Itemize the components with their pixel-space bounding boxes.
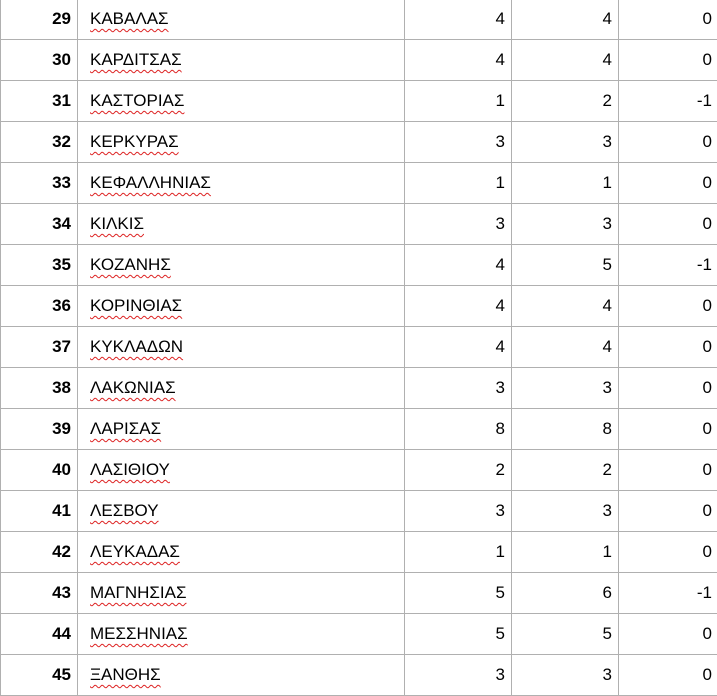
prefecture-name-cell[interactable] <box>78 368 405 409</box>
value-b-cell[interactable] <box>512 163 619 204</box>
value-a: 5 <box>496 583 505 602</box>
value-a-cell[interactable] <box>405 40 512 81</box>
value-b: 5 <box>603 624 612 643</box>
row-number-cell[interactable] <box>1 614 78 655</box>
value-a: 5 <box>496 624 505 643</box>
row-number-cell[interactable] <box>1 122 78 163</box>
value-a: 3 <box>496 501 505 520</box>
prefecture-name-cell[interactable] <box>78 655 405 696</box>
prefecture-name-cell[interactable] <box>78 81 405 122</box>
row-number-cell[interactable] <box>1 204 78 245</box>
table-row <box>1 409 717 450</box>
value-b-cell[interactable] <box>512 532 619 573</box>
row-number-cell[interactable] <box>1 163 78 204</box>
table-row <box>1 450 717 491</box>
difference-cell[interactable] <box>619 450 717 491</box>
value-a: 4 <box>496 337 505 356</box>
difference: 0 <box>703 624 712 643</box>
value-b-cell[interactable] <box>512 286 619 327</box>
value-b: 4 <box>603 9 612 28</box>
value-b-cell[interactable] <box>512 368 619 409</box>
table-row <box>1 122 717 163</box>
prefecture-name: ΚΑΒΑΛΑΣ <box>90 9 169 28</box>
row-number: 40 <box>52 460 71 479</box>
value-a: 4 <box>496 50 505 69</box>
value-b: 2 <box>603 460 612 479</box>
difference: 0 <box>703 173 712 192</box>
value-a-cell[interactable] <box>405 614 512 655</box>
value-a: 4 <box>496 9 505 28</box>
prefecture-name-cell[interactable] <box>78 286 405 327</box>
row-number: 39 <box>52 419 71 438</box>
row-number: 41 <box>52 501 71 520</box>
row-number: 31 <box>52 91 71 110</box>
prefecture-name: ΛΕΣΒΟΥ <box>90 501 159 520</box>
row-number-cell[interactable] <box>1 40 78 81</box>
value-b-cell[interactable] <box>512 327 619 368</box>
value-a: 3 <box>496 378 505 397</box>
value-a: 1 <box>496 542 505 561</box>
row-number: 35 <box>52 255 71 274</box>
prefecture-name: ΜΑΓΝΗΣΙΑΣ <box>90 583 187 602</box>
difference: 0 <box>703 460 712 479</box>
prefecture-name: ΚΕΦΑΛΛΗΝΙΑΣ <box>90 173 211 192</box>
prefecture-name: ΛΑΡΙΣΑΣ <box>90 419 161 438</box>
value-a-cell[interactable] <box>405 122 512 163</box>
difference-cell[interactable] <box>619 655 717 696</box>
value-b: 4 <box>603 337 612 356</box>
value-b-cell[interactable] <box>512 40 619 81</box>
prefecture-name: ΞΑΝΘΗΣ <box>90 665 161 684</box>
difference: 0 <box>703 419 712 438</box>
value-a-cell[interactable] <box>405 450 512 491</box>
prefecture-name-cell[interactable] <box>78 245 405 286</box>
difference-cell[interactable] <box>619 368 717 409</box>
difference: 0 <box>703 132 712 151</box>
row-number: 33 <box>52 173 71 192</box>
prefecture-name-cell[interactable] <box>78 532 405 573</box>
value-b-cell[interactable] <box>512 450 619 491</box>
difference-cell[interactable] <box>619 163 717 204</box>
value-a-cell[interactable] <box>405 409 512 450</box>
value-b-cell[interactable] <box>512 655 619 696</box>
row-number: 37 <box>52 337 71 356</box>
difference-cell[interactable] <box>619 122 717 163</box>
row-number: 36 <box>52 296 71 315</box>
difference-cell[interactable] <box>619 614 717 655</box>
table-row <box>1 40 717 81</box>
difference-cell[interactable] <box>619 286 717 327</box>
prefecture-name: ΛΑΚΩΝΙΑΣ <box>90 378 176 397</box>
value-a-cell[interactable] <box>405 491 512 532</box>
row-number: 32 <box>52 132 71 151</box>
table-row <box>1 245 717 286</box>
row-number-cell[interactable] <box>1 0 78 40</box>
value-a: 4 <box>496 255 505 274</box>
difference: 0 <box>703 214 712 233</box>
row-number-cell[interactable] <box>1 409 78 450</box>
difference-cell[interactable] <box>619 573 717 614</box>
value-b-cell[interactable] <box>512 491 619 532</box>
row-number: 30 <box>52 50 71 69</box>
row-number-cell[interactable] <box>1 573 78 614</box>
row-number: 29 <box>52 9 71 28</box>
difference-cell[interactable] <box>619 81 717 122</box>
row-number-cell[interactable] <box>1 532 78 573</box>
difference-cell[interactable] <box>619 409 717 450</box>
value-a-cell[interactable] <box>405 573 512 614</box>
row-number: 42 <box>52 542 71 561</box>
value-a: 3 <box>496 214 505 233</box>
value-b-cell[interactable] <box>512 0 619 40</box>
value-b: 3 <box>603 665 612 684</box>
prefecture-name: ΚΑΡΔΙΤΣΑΣ <box>90 50 182 69</box>
row-number-cell[interactable] <box>1 450 78 491</box>
row-number-cell[interactable] <box>1 491 78 532</box>
value-b: 5 <box>603 255 612 274</box>
prefecture-name-cell[interactable] <box>78 327 405 368</box>
value-a-cell[interactable] <box>405 655 512 696</box>
prefecture-name-cell[interactable] <box>78 122 405 163</box>
prefecture-name: ΚΑΣΤΟΡΙΑΣ <box>90 91 184 110</box>
value-b: 1 <box>603 542 612 561</box>
value-b-cell[interactable] <box>512 573 619 614</box>
value-b: 4 <box>603 296 612 315</box>
value-b: 2 <box>603 91 612 110</box>
difference: 0 <box>703 337 712 356</box>
value-b: 3 <box>603 214 612 233</box>
difference: 0 <box>703 296 712 315</box>
prefecture-name: ΚΙΛΚΙΣ <box>90 214 144 233</box>
value-a-cell[interactable] <box>405 0 512 40</box>
difference-cell[interactable] <box>619 532 717 573</box>
value-b: 3 <box>603 132 612 151</box>
table-row <box>1 163 717 204</box>
difference: -1 <box>697 91 712 110</box>
row-number-cell[interactable] <box>1 327 78 368</box>
value-a-cell[interactable] <box>405 245 512 286</box>
value-b-cell[interactable] <box>512 409 619 450</box>
row-number-cell[interactable] <box>1 655 78 696</box>
prefecture-name: ΚΥΚΛΑΔΩΝ <box>90 337 183 356</box>
prefecture-name: ΚΟΡΙΝΘΙΑΣ <box>90 296 182 315</box>
prefecture-name: ΚΕΡΚΥΡΑΣ <box>90 132 179 151</box>
prefecture-name: ΜΕΣΣΗΝΙΑΣ <box>90 624 188 643</box>
value-a-cell[interactable] <box>405 368 512 409</box>
table-row <box>1 327 717 368</box>
difference-cell[interactable] <box>619 491 717 532</box>
value-a: 1 <box>496 91 505 110</box>
value-b: 3 <box>603 501 612 520</box>
table-row <box>1 655 717 696</box>
value-a: 3 <box>496 665 505 684</box>
prefecture-name-cell[interactable] <box>78 163 405 204</box>
row-number-cell[interactable] <box>1 81 78 122</box>
table-row <box>1 81 717 122</box>
value-b: 8 <box>603 419 612 438</box>
value-b-cell[interactable] <box>512 81 619 122</box>
table-row <box>1 286 717 327</box>
difference: 0 <box>703 542 712 561</box>
difference-cell[interactable] <box>619 245 717 286</box>
value-a-cell[interactable] <box>405 532 512 573</box>
value-b-cell[interactable] <box>512 204 619 245</box>
value-a: 8 <box>496 419 505 438</box>
row-number: 38 <box>52 378 71 397</box>
value-b: 4 <box>603 50 612 69</box>
table-row <box>1 532 717 573</box>
row-number-cell[interactable] <box>1 286 78 327</box>
prefecture-name-cell[interactable] <box>78 0 405 40</box>
difference-cell[interactable] <box>619 327 717 368</box>
value-a-cell[interactable] <box>405 163 512 204</box>
table-row <box>1 204 717 245</box>
value-b: 3 <box>603 378 612 397</box>
prefecture-name: ΛΕΥΚΑΔΑΣ <box>90 542 180 561</box>
value-b: 1 <box>603 173 612 192</box>
prefecture-name-cell[interactable] <box>78 491 405 532</box>
prefecture-name: ΚΟΖΑΝΗΣ <box>90 255 171 274</box>
row-number: 45 <box>52 665 71 684</box>
difference: 0 <box>703 665 712 684</box>
difference-cell[interactable] <box>619 40 717 81</box>
row-number-cell[interactable] <box>1 245 78 286</box>
value-a: 1 <box>496 173 505 192</box>
difference-cell[interactable] <box>619 204 717 245</box>
difference: 0 <box>703 9 712 28</box>
value-a-cell[interactable] <box>405 286 512 327</box>
value-b-cell[interactable] <box>512 122 619 163</box>
difference: -1 <box>697 583 712 602</box>
table-row <box>1 614 717 655</box>
table-row <box>1 573 717 614</box>
prefecture-name: ΛΑΣΙΘΙΟΥ <box>90 460 170 479</box>
table-row <box>1 491 717 532</box>
table-body <box>1 0 717 696</box>
difference: 0 <box>703 501 712 520</box>
prefecture-name-cell[interactable] <box>78 450 405 491</box>
row-number: 43 <box>52 583 71 602</box>
value-b-cell[interactable] <box>512 245 619 286</box>
prefecture-name-cell[interactable] <box>78 40 405 81</box>
row-number-cell[interactable] <box>1 368 78 409</box>
value-a: 4 <box>496 296 505 315</box>
row-number: 44 <box>52 624 71 643</box>
prefecture-name-cell[interactable] <box>78 573 405 614</box>
table-row <box>1 0 717 40</box>
value-a-cell[interactable] <box>405 327 512 368</box>
difference: 0 <box>703 50 712 69</box>
prefecture-name-cell[interactable] <box>78 204 405 245</box>
row-number: 34 <box>52 214 71 233</box>
difference-cell[interactable] <box>619 0 717 40</box>
value-b-cell[interactable] <box>512 614 619 655</box>
prefecture-name-cell[interactable] <box>78 614 405 655</box>
value-a-cell[interactable] <box>405 204 512 245</box>
value-a: 2 <box>496 460 505 479</box>
difference: -1 <box>697 255 712 274</box>
value-b: 6 <box>603 583 612 602</box>
value-a: 3 <box>496 132 505 151</box>
table-row <box>1 368 717 409</box>
value-a-cell[interactable] <box>405 81 512 122</box>
prefecture-name-cell[interactable] <box>78 409 405 450</box>
difference: 0 <box>703 378 712 397</box>
